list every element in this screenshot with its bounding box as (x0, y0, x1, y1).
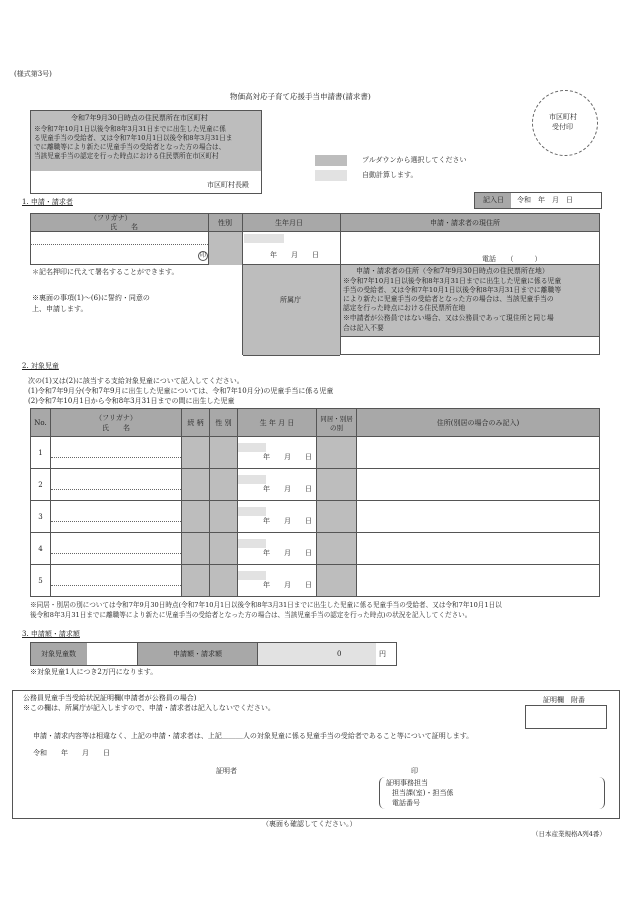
entry-date-field[interactable]: 令和 年 月 日 (517, 196, 573, 204)
child-name-input[interactable] (51, 437, 182, 469)
table-row (31, 533, 600, 565)
applicant-era-select[interactable] (244, 234, 284, 243)
unit-yen: 円 (379, 650, 386, 658)
col-name-label: 氏 名 (102, 423, 130, 432)
child-gender-select[interactable] (210, 501, 238, 533)
legend-dropdown-swatch (315, 155, 347, 166)
municipality-note: ※令和7年10月1日以後令和8年3月31日までに出生した児童に係 (34, 125, 226, 133)
child-name-input[interactable] (51, 469, 182, 501)
applicant-gender-select[interactable] (209, 232, 242, 265)
applicant-phone[interactable]: 電話 （ ） (482, 255, 542, 263)
cert-number-field[interactable] (525, 705, 607, 729)
municipality-note: 当該児童手当の認定を行った時点における住民票所在市区町村 (34, 152, 219, 160)
office-label: 所属庁 (280, 296, 301, 304)
child-gender-select[interactable] (210, 437, 238, 469)
stamp-label: 市区町村 (549, 113, 577, 121)
mayor-address: 市区町村長殿 (207, 181, 249, 189)
count-label: 対象児童数 (41, 650, 76, 658)
child-address-input[interactable] (357, 501, 600, 533)
entry-date-box (474, 192, 602, 209)
child-relation-select[interactable] (182, 437, 210, 469)
cert-number-label: 証明欄 附番 (543, 696, 585, 704)
applicant-name-input[interactable] (32, 246, 192, 263)
amount-value: 0 (337, 650, 342, 658)
child-relation-select[interactable] (182, 533, 210, 565)
registered-address-note: 認定を行った時点における住民票所在地 (343, 304, 466, 312)
cert-note: ※この欄は、所属庁が記入しますので、申請・請求者は記入しないでください。 (23, 704, 275, 712)
table-row (31, 565, 600, 597)
child-ymd: 年 月 日 (263, 453, 312, 461)
applicant-furigana-input[interactable] (32, 233, 206, 243)
col-cohab-2: の別 (330, 423, 343, 432)
back-page-note: （裏面も確認してください。） (262, 820, 357, 828)
registered-address-input[interactable] (341, 337, 600, 355)
child-cohab-select[interactable] (317, 469, 357, 501)
cert-title: 公務員児童手当受給状況証明欄(申請者が公務員の場合) (23, 694, 197, 702)
gender-header: 性別 (218, 219, 232, 227)
cohab-note: ※同居・別居の別については令和7年9月30日時点(令和7年10月1日以後令和8年3月31日までに出生した児童に係る児童手当の受給者、又は令和7年10月1日以 (30, 601, 502, 609)
legend-dropdown-text: プルダウンから選択してください (362, 156, 467, 164)
amount-box (30, 642, 397, 666)
applicant-address-input[interactable] (342, 233, 598, 253)
registered-address-note: 合は記入不要 (343, 324, 384, 332)
child-relation-select[interactable] (182, 469, 210, 501)
children-table (30, 408, 600, 597)
child-birthdate[interactable] (238, 437, 317, 469)
registered-address-title: 申請・請求者の住所（令和7年9月30日時点の住民票所在地） (356, 267, 549, 275)
children-criterion-1: (1)令和7年9月分(令和7年9月に出生した児童については、令和7年10月分)の児童手当に係る児童 (28, 387, 334, 395)
child-cohab-select[interactable] (317, 501, 357, 533)
child-ymd: 年 月 日 (263, 485, 312, 493)
amount-label: 申請額・請求額 (173, 650, 222, 658)
registered-address-note: ※申請者が公務員ではない場合、又は公務員であって現住所と同じ場 (343, 314, 554, 322)
form-number: (様式第3号) (14, 70, 52, 78)
amount-note: ※対象児童1人につき2万円になります。 (30, 668, 158, 676)
col-relation: 続 柄 (182, 409, 210, 437)
child-count-field[interactable] (88, 643, 128, 665)
child-gender-select[interactable] (210, 469, 238, 501)
municipality-note: る児童手当の受給者、又は令和7年10月1日以後令和8年3月31日ま (34, 134, 233, 142)
public-servant-certification (12, 690, 620, 819)
child-name-input[interactable] (51, 533, 182, 565)
oath-note: ※裏面の事項(1)～(6)に誓約・同意の (32, 294, 150, 302)
child-gender-select[interactable] (210, 533, 238, 565)
seal-mark: 印 (199, 252, 206, 259)
table-row (31, 469, 600, 501)
form-title: 物価高対応子育て応援手当申請書(請求書) (230, 92, 371, 101)
applicant-area (30, 213, 600, 355)
stamp-label-2: 受付印 (552, 123, 573, 131)
cert-statement: 申請・請求内容等は相違なく、上記の申請・請求者は、上記＿＿＿人の対象児童に係る児童手当の受給者であること等について証明します。 (33, 732, 474, 740)
contact-section: 担当課(室)・担当係 (392, 789, 454, 797)
birth-header: 生年月日 (275, 219, 303, 227)
col-birth: 生 年 月 日 (238, 409, 317, 437)
child-cohab-select[interactable] (317, 533, 357, 565)
child-address-input[interactable] (357, 469, 600, 501)
registered-address-note: ※令和7年10月1日以後令和8年3月31日までに出生した児童に係る児童 (343, 277, 562, 285)
section-2-title: 2. 対象児童 (22, 362, 59, 370)
child-birthdate[interactable] (238, 469, 317, 501)
paper-size-note: （日本産業規格A列4番） (532, 830, 606, 838)
child-name-input[interactable] (51, 565, 182, 597)
child-ymd: 年 月 日 (263, 581, 312, 589)
col-cohabitation (317, 409, 357, 437)
cert-seal: 印 (411, 767, 418, 775)
municipality-heading: 令和7年9月30日時点の住民票所在市区町村 (71, 114, 208, 122)
certifier-label: 証明者 (216, 767, 237, 775)
reception-stamp-area (532, 90, 598, 156)
col-gender: 性 別 (210, 409, 238, 437)
child-birthdate[interactable] (238, 501, 317, 533)
child-address-input[interactable] (357, 565, 600, 597)
registered-address-note: 手当の受給者、又は令和7年10月1日以後令和8年3月31日までに離職等 (343, 286, 562, 294)
legend-auto-text: 自動計算します。 (362, 171, 418, 179)
amount-field (257, 643, 376, 665)
child-gender-select[interactable] (210, 565, 238, 597)
entry-date-label: 記入日 (483, 196, 504, 204)
municipality-note: でに離職等により新たに児童手当の受給者となった方の場合は、 (34, 143, 226, 151)
children-criterion-2: (2)令和7年10月1日から令和8年3月31日までの間に出生した児童 (28, 397, 235, 405)
child-ymd: 年 月 日 (263, 549, 312, 557)
row-no: 3 (31, 501, 51, 533)
table-row (31, 501, 600, 533)
contact-box (379, 777, 605, 809)
signature-note: ＊記名押印に代えて署名することができます。 (32, 268, 179, 276)
child-ymd: 年 月 日 (263, 517, 312, 525)
cert-date[interactable]: 令和 年 月 日 (33, 749, 110, 757)
contact-office: 証明事務担当 (386, 779, 428, 787)
col-furigana: （フリガナ） (95, 413, 137, 422)
legend-auto-swatch (315, 170, 347, 181)
child-relation-select[interactable] (182, 501, 210, 533)
registered-address-note: により新たに児童手当の受給者となった方の場合は、当該児童手当の (343, 295, 554, 303)
cohab-note-2: 後令和8年3月31日までに離職等により新たに児童手当の受給者となった方の場合は、当該児童手当の認定を行った時点)の状況を記入してください。 (30, 611, 472, 619)
section-3-title: 3. 申請額・請求額 (22, 630, 80, 638)
row-no: 5 (31, 565, 51, 597)
child-address-input[interactable] (357, 437, 600, 469)
row-no: 2 (31, 469, 51, 501)
oath-note-2: 上、申請します。 (32, 305, 88, 313)
row-no: 4 (31, 533, 51, 565)
contact-phone: 電話番号 (392, 799, 420, 807)
col-name (51, 409, 182, 437)
address-header: 申請・請求者の現住所 (430, 219, 500, 227)
child-cohab-select[interactable] (317, 437, 357, 469)
child-address-input[interactable] (357, 533, 600, 565)
child-cohab-select[interactable] (317, 565, 357, 597)
name-header: 氏 名 (110, 223, 138, 231)
child-relation-select[interactable] (182, 565, 210, 597)
col-no: No. (31, 409, 51, 437)
furigana-header: （フリガナ） (90, 214, 132, 222)
section-1-title: 1. 申請・請求者 (22, 198, 73, 206)
child-birthdate[interactable] (238, 565, 317, 597)
table-row (31, 437, 600, 469)
col-address: 住所(別居の場合のみ記入) (357, 409, 600, 437)
child-name-input[interactable] (51, 501, 182, 533)
col-cohab-1: 同居・別居 (320, 414, 353, 423)
applicant-birthdate[interactable]: 年 月 日 (270, 251, 319, 259)
children-intro: 次の(1)又は(2)に該当する支給対象児童について記入してください。 (28, 377, 244, 385)
child-birthdate[interactable] (238, 533, 317, 565)
row-no: 1 (31, 437, 51, 469)
municipality-box (30, 110, 262, 194)
